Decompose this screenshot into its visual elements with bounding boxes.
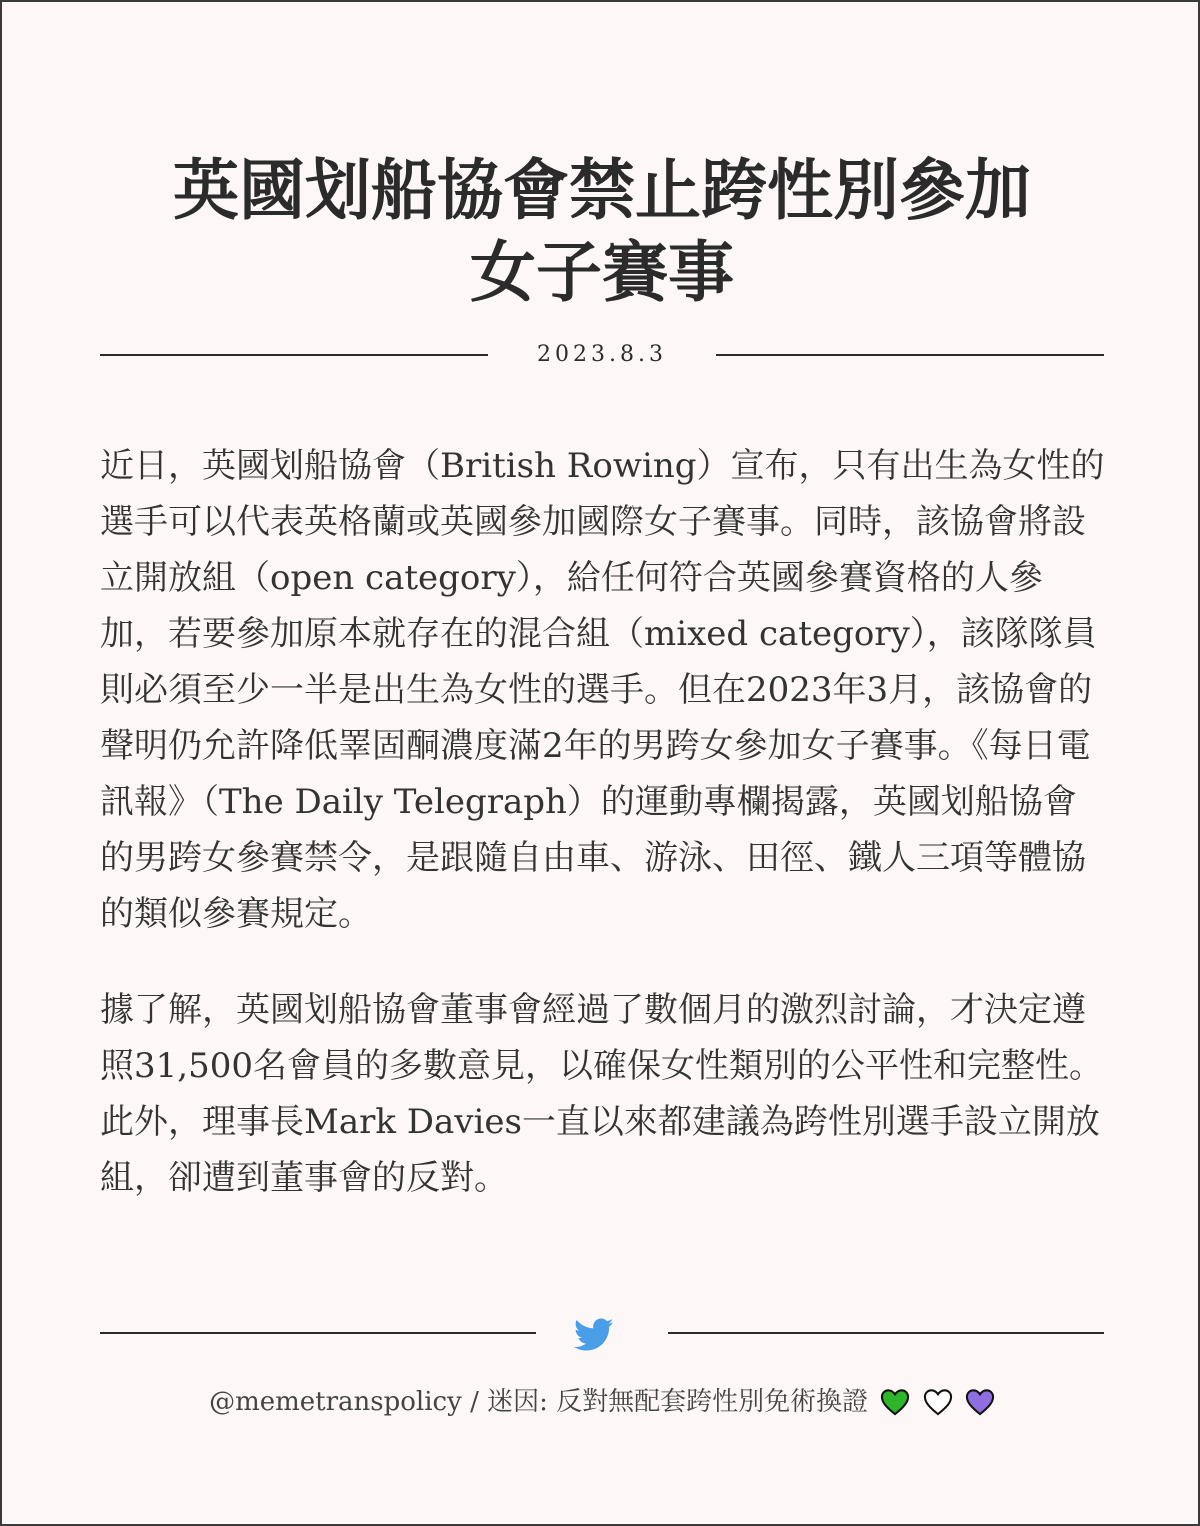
footer-divider-left bbox=[100, 1332, 536, 1334]
paragraph-2: 據了解，英國划船協會董事會經過了數個月的激烈討論，才決定遵照31,500名會員的多數意見，以確保女性類別的公平性和完整性。此外，理事長Mark Davies一直以來都建議為跨性別選手設立開放組，卻遭到董事會的反對。 bbox=[100, 990, 1103, 1198]
footer-divider-right bbox=[668, 1332, 1104, 1334]
paragraph-1: 近日，英國划船協會（British Rowing）宣布，只有出生為女性的選手可以代表英格蘭或英國參加國際女子賽事。同時，該協會將設立開放組（open category），給任何符合英國參賽資格的人參加，若要參加原本就存在的混合組（mixed category），該隊隊員則必須至少一半是出生為女性的選手。但在2023年3月，該協會的聲明仍允許降低睪固酮濃度滿2年的男跨女參加女子賽事。《每日電訊報》（The Daily Telegraph）的運動專欄揭露，英國划船協會的男跨女參賽禁令，是跟隨自由車、游泳、田徑、鐵人三項等體協的類似參賽規定。 bbox=[100, 446, 1105, 934]
article-body bbox=[100, 438, 1110, 1246]
purple-heart-icon bbox=[965, 1388, 995, 1416]
title-line-1: 英國划船協會禁止跨性別參加 bbox=[173, 152, 1031, 229]
date-divider-left bbox=[100, 354, 488, 356]
title-line-2: 女子賽事 bbox=[470, 234, 734, 311]
white-heart-icon bbox=[923, 1388, 953, 1416]
credit-text: @memetranspolicy / 迷因: 反對無配套跨性別免術換證 bbox=[209, 1387, 869, 1417]
twitter-bird-icon[interactable] bbox=[574, 1318, 614, 1352]
green-heart-icon bbox=[880, 1388, 910, 1416]
footer-credit bbox=[102, 1382, 1102, 1422]
article-title bbox=[62, 150, 1142, 314]
date-divider-right bbox=[716, 354, 1104, 356]
publish-date: 2023.8.3 bbox=[537, 342, 667, 367]
